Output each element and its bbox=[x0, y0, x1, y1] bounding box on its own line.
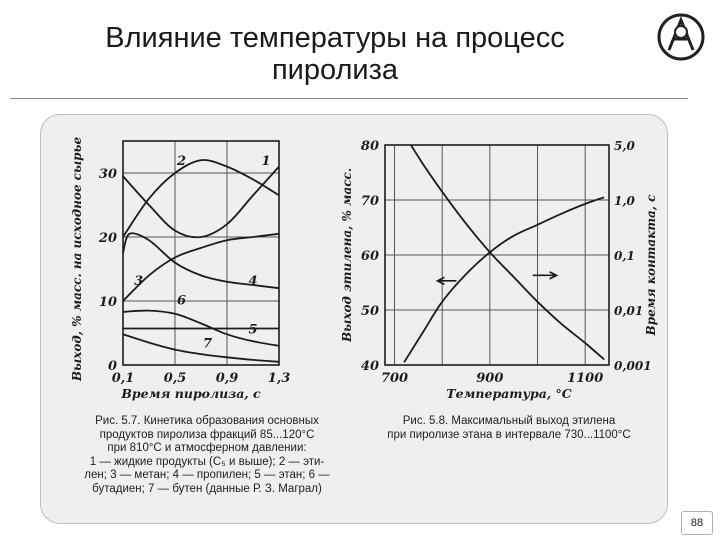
chart2-arrow-right bbox=[533, 272, 557, 279]
chart1-y-tick-label: 20 bbox=[98, 231, 117, 246]
figure-right-caption: Рис. 5.8. Максимальный выход этилена при пиролизе этана в интервале 730...1100°С bbox=[387, 415, 631, 441]
chart1-x-tick-label: 0,9 bbox=[215, 371, 239, 386]
chart1-series-3-label: 3 bbox=[134, 273, 144, 289]
chart1-y-tick-label: 30 bbox=[98, 167, 117, 182]
figure-scan bbox=[40, 114, 668, 524]
chart2-y-right-tick-label: 0,001 bbox=[614, 359, 652, 373]
chart1-x-axis-label: Время пиролиза, с bbox=[121, 386, 261, 401]
chart2-series-yield-line bbox=[404, 134, 604, 360]
chart2-y-tick-label: 70 bbox=[360, 194, 379, 209]
chart1-series-3-line bbox=[123, 234, 279, 301]
slide-title bbox=[40, 22, 630, 86]
slide-title-line-2: пиролиза bbox=[271, 54, 399, 86]
chart2-y-tick-label: 50 bbox=[360, 304, 379, 319]
chart2-y-right-tick-label: 1,0 bbox=[614, 194, 635, 208]
chart1-series-6-label: 6 bbox=[176, 293, 187, 309]
chart2-x-tick-label: 700 bbox=[380, 371, 409, 386]
chart1-y-axis-label: Выход, % масс. на исходное сырье bbox=[70, 136, 84, 382]
chart1-y-tick-label: 0 bbox=[107, 359, 117, 374]
chart1-series-2-label: 2 bbox=[176, 154, 187, 170]
figure-left-caption: Рис. 5.7. Кинетика образования основных продуктов пиролиза фракций 85...120°С при 810°С и атмосферном давлении: 1 — жидкие продукты (C₅ и выше); 2 — эти- лен; 3 — метан; 4 — пропилен; 5 — этан; 6 — бутадиен; 7 — бутен (данные Р. З. Маграл) bbox=[84, 415, 330, 495]
chart1-series-2-line bbox=[123, 160, 279, 237]
chart1-x-tick-label: 0,5 bbox=[163, 371, 187, 386]
chart2-y-tick-label: 40 bbox=[360, 359, 379, 374]
chart2-x-tick-label: 900 bbox=[476, 371, 504, 386]
chart1-series-5-label: 5 bbox=[248, 322, 258, 338]
chart1-series-1-label: 1 bbox=[261, 154, 271, 170]
chart2-y-axis-label: Выход этилена, % масс. bbox=[340, 167, 354, 343]
chart1-series-7-line bbox=[123, 334, 279, 362]
chart2-y-right-tick-label: 5,0 bbox=[614, 139, 635, 153]
chart2-y-right-tick-label: 0,1 bbox=[614, 249, 635, 263]
chart2-y-right-axis-label: Время контакта, с bbox=[644, 194, 658, 336]
chart1-x-tick-label: 0,1 bbox=[111, 371, 135, 386]
slide-title-line-1: Влияние температуры на процесс bbox=[105, 22, 565, 54]
chart2-y-right-tick-label: 0,01 bbox=[614, 304, 644, 318]
chart2-x-tick-label: 1100 bbox=[567, 371, 604, 386]
chart2-x-axis-label: Температура, °С bbox=[446, 386, 572, 401]
chart2-y-tick-label: 80 bbox=[360, 139, 379, 154]
title-divider bbox=[10, 98, 688, 99]
chart2-y-tick-label: 60 bbox=[360, 249, 379, 264]
chart2-arrow-left bbox=[437, 277, 456, 284]
chart1-x-tick-label: 1,3 bbox=[267, 371, 291, 386]
chart1-y-tick-label: 10 bbox=[98, 295, 117, 310]
page-number: 88 bbox=[681, 511, 713, 535]
chart2-series-contact-time-line bbox=[404, 197, 604, 362]
chart1-series-4-label: 4 bbox=[248, 273, 258, 289]
logo-icon bbox=[656, 12, 706, 62]
chart1-series-7-label: 7 bbox=[202, 336, 213, 352]
